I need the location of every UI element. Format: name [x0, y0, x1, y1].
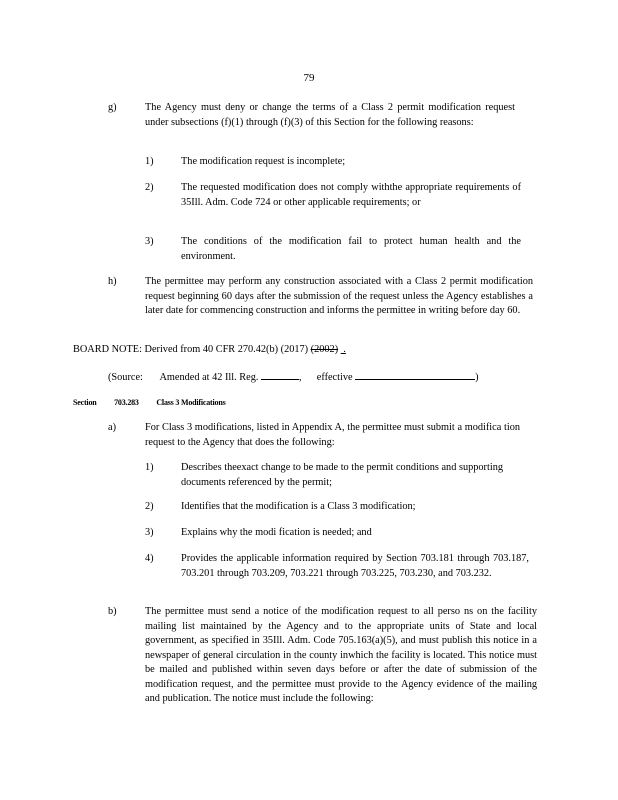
a-item-4-label: 4): [145, 553, 154, 564]
a-item-4-text: Provides the applicable information required by Section 703.181 through 703.187, 703.201 through 703.209, 703.221 through 703.225, 703.230, and 703.232.: [181, 553, 529, 579]
a-item-2-label: 2): [145, 501, 154, 512]
section-heading: [73, 396, 226, 411]
reg-blank: [261, 369, 299, 380]
board-note-period: .: [340, 344, 346, 355]
subsection-b-text: The permittee must send a notice of the modification request to all perso ns on the facility mailing list maintained by the Agency and to the appropriate units of State and local government, as specified in 35Ill. Adm. Code 705.163(a)(5), and must publish this notice in a newspaper of general circulation in the county inwhich the facility is located. This notice must be mailed and published within seven days before or after the date of submission of the modification request, and the permittee must provide to the Agency evidence of the mailing and publication. The notice must include the following:: [145, 606, 537, 704]
section-word: Section: [73, 398, 97, 407]
a-item-1-text: Describes theexact change to be made to the permit conditions and supporting documents referenced by the permit;: [181, 462, 503, 488]
board-note-text: BOARD NOTE: Derived from 40 CFR 270.42(b) (2017): [73, 344, 309, 355]
source-prefix: (Source:: [108, 372, 143, 383]
subsection-g-label: g): [108, 102, 117, 113]
source-effective: effective: [316, 372, 353, 383]
a-item-1-label: 1): [145, 462, 154, 473]
section-number: 703.283: [114, 398, 139, 407]
effective-blank: [355, 369, 475, 380]
subsection-b-label: b): [108, 606, 117, 617]
page-number: 79: [303, 72, 315, 84]
subsection-a-label: a): [108, 422, 116, 433]
g-item-1-text: The modification request is incomplete;: [181, 156, 346, 167]
section-title: Class 3 Modifications: [156, 398, 226, 407]
subsection-h-label: h): [108, 276, 117, 287]
source-close: ): [475, 372, 479, 383]
a-item-3-text: Explains why the modi fication is needed; and: [181, 527, 372, 538]
source-amended: Amended at 42 Ill. Reg.: [159, 372, 259, 383]
g-item-1-label: 1): [145, 156, 154, 167]
subsection-h-text: The permittee may perform any construction associated with a Class 2 permit modification request beginning 60 days after the submission of the request unless the Agency establishes a later date for commencing construction and informs the permittee in writing before day 60.: [145, 276, 533, 316]
source-line: (Source: Amended at 42 Ill. Reg. , effective ): [108, 369, 479, 386]
a-item-2-text: Identifies that the modification is a Class 3 modification;: [181, 501, 416, 512]
subsection-g-text: The Agency must deny or change the terms of a Class 2 permit modification request under subsections (f)(1) through (f)(3) of this Section for the following reasons:: [145, 102, 515, 128]
board-note: [73, 343, 346, 358]
g-item-3-text: The conditions of the modification fail to protect human health and the environment.: [181, 236, 521, 262]
subsection-a-text: For Class 3 modifications, listed in Appendix A, the permittee must submit a modifica tion request to the Agency that does the following:: [145, 422, 520, 448]
g-item-3-label: 3): [145, 236, 154, 247]
a-item-3-label: 3): [145, 527, 154, 538]
g-item-2-label: 2): [145, 182, 154, 193]
g-item-2-text: The requested modification does not comply withthe appropriate requirements of 35Ill. Adm. Code 724 or other applicable requirements; or: [181, 182, 521, 208]
board-note-struck: (2002): [310, 344, 339, 355]
